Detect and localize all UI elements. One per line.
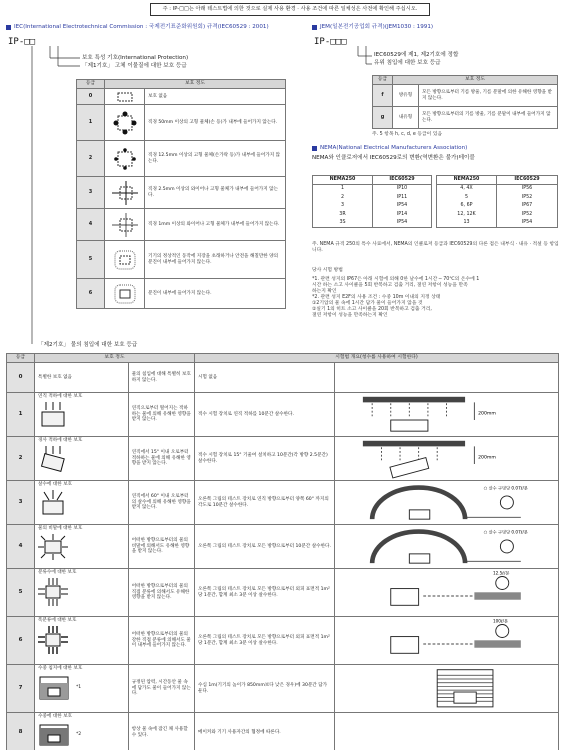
jem-bracket-lines [314, 46, 374, 70]
wire-1mm-icon [112, 213, 138, 237]
iec-line1: 보호 특성 기호(International Protection) [82, 55, 189, 61]
iec-cell: IP67 [497, 202, 558, 211]
test-cell: 오른쪽 그림의 테스트 장치로 모든 방향으로부터 외피 표면적 1m²당 1분간, 합계 최소 3분 이상 살수한다. [195, 569, 335, 617]
th-protection: 보호 정도 [35, 354, 195, 363]
table-row [313, 211, 432, 220]
th-protection: 보호 정도 [393, 76, 558, 85]
desc-cell: 연직에서 60° 이내 오로부터의 살수에 의해 유해한 영향을 받지 않는다. [128, 481, 194, 525]
test-cell: 오른쪽 그림의 테스트 장치로 모든 방향으로부터 10분간 살수한다. [195, 525, 335, 569]
protection-label: 연직 적하에 대한 보호 [38, 394, 83, 399]
protection-label: 수중에 대한 보호 [38, 714, 72, 719]
test-cell: 오른쪽 그림의 테스트 장치로 모든 방향으로부터 외피 표면적 1m²당 1분간, 합계 최소 3분 이상 살수한다. [195, 617, 335, 665]
protection-cell: 특별한 보호 없음 [35, 363, 129, 393]
nema-table-right [436, 175, 558, 228]
test-line: 하는지 확인 [312, 288, 337, 294]
nema-cell: 5 [437, 193, 497, 202]
wire-2-5mm-icon [112, 181, 138, 205]
table-row [373, 107, 558, 129]
table-row [7, 363, 559, 393]
vertical-drip-icon [38, 402, 68, 428]
powerful-jet-test-illustration [335, 618, 558, 663]
test-line: *2. 관련 성지 E2F의 사용 조건 : 수중 10m 이내의 지정 상태 [312, 294, 441, 300]
spray-label: ○ 살수 구멍당 0.07ℓ/분 [483, 529, 528, 535]
powerful-jet-icon [38, 626, 68, 654]
nema-subtitle: NEMA와 인클로저에서 IEC60529로의 변환(역변환은 불가)테이블 [312, 155, 475, 161]
table-row [437, 193, 558, 202]
iec-cell: IP14 [373, 211, 432, 220]
spray-label: ○ 살수 구멍당 0.07ℓ/분 [483, 485, 528, 491]
grade-cell: 7 [7, 665, 35, 713]
iec-cell: IP52 [497, 211, 558, 220]
jem-oil-table [372, 75, 558, 129]
nema-cell: 3 [313, 202, 373, 211]
table-row [313, 185, 432, 194]
test-line: 시간 하는 소고 사이클을 5회 반복하고 검출 거리, 절연 저항이 성능을 만족 [312, 282, 468, 288]
grade-cell: 0 [77, 89, 105, 105]
th-grade: 등급 [77, 80, 105, 89]
table-row [313, 193, 432, 202]
jem-title-text: JEM(일본전기공업회 규격)(JEM1030 : 1991) [320, 24, 434, 30]
table-row [77, 241, 286, 279]
th-iec60529: IEC60529 [373, 176, 432, 185]
test-line: 절연 저항이 성능을 만족하는지 확인 [312, 312, 388, 318]
iec-cell: IP52 [497, 193, 558, 202]
table-row [437, 219, 558, 228]
table-row [77, 279, 286, 309]
iec-section-title [6, 24, 269, 31]
grade-cell: 6 [77, 279, 105, 309]
jem-code: IP-□□□ [314, 37, 347, 47]
nema-cell: 3R [313, 211, 373, 220]
nema-cell: 2 [313, 193, 373, 202]
grade-cell: 5 [77, 241, 105, 279]
nema-cell: 1 [313, 185, 373, 194]
flow-label: 12.5ℓ/분 [492, 570, 510, 576]
footnote-mark: *2 [76, 731, 82, 737]
table-row [7, 481, 559, 525]
desc-cell: 규정된 압력, 시간동안 물 속에 담가도 물이 들어가지 않는다. [128, 665, 194, 713]
grade-cell: 6 [7, 617, 35, 665]
test-method-title: 당사 시험 방법 [312, 268, 343, 273]
nema-note: 주. NEMA 규격 250의 특수 사료에서, NEMA의 인클로저 등급과 IEC60529의 다른 점은 내부식 · 내유 · 적설 등 항입니다. [312, 242, 559, 253]
desc-cell: 물의 침입에 대해 특별히 보호하지 않는다. [128, 363, 194, 393]
desc-cell: 직경 2.5mm 이상의 와이어나 고형 물체가 내부에 들어가지 않는다. [145, 177, 286, 209]
square-bullet-icon [6, 25, 11, 30]
height-label: 200mm [478, 455, 496, 461]
test-cell: 수심 1m(기기의 높이가 850mm보다 낮은 경우)에 30분간 담가 둔다. [195, 665, 335, 713]
desc-cell: 연직으로부터 떨어지는 적하하는 물에 의해 유해한 영향을 받지 않는다. [128, 393, 194, 437]
table-row [7, 437, 559, 481]
test-cell: 메이커와 기기 사용자간의 협정에 따른다. [195, 713, 335, 750]
desc-cell: 모든 방향으로부터의 기름 방울, 기름 분말이 내부에 들어가지 않는다. [419, 107, 558, 129]
nema-table-left [312, 175, 432, 228]
iec-first-digit-table [76, 79, 286, 309]
table-row [313, 202, 432, 211]
jem-line2: 유위 침입에 대한 보호 등급 [374, 60, 441, 66]
test-cell: 적수 시험 장치로 15° 기울여 설치하고 10분간(각 방향 2.5분간)살수한다. [195, 437, 335, 481]
th-grade: 등급 [373, 76, 393, 85]
grade-cell: 0 [7, 363, 35, 393]
grade-cell: 4 [7, 525, 35, 569]
solid-object-50mm-icon [112, 111, 138, 135]
spray-arc-test-illustration [335, 482, 558, 523]
table-row [77, 177, 286, 209]
th-test-method: 시험법 개요(청수를 사용하여 시험한다) [195, 354, 559, 363]
notice-box [150, 3, 430, 16]
test-cell: 오른쪽 그림의 테스트 장치로 연직 방향으로부터 양쪽 60° 까지의 각도로 10분간 살수한다. [195, 481, 335, 525]
desc-cell: 보호 없음 [145, 89, 286, 105]
name-cell: 방유형 [393, 85, 419, 107]
grade-cell: 1 [7, 393, 35, 437]
nema-cell: 3S [313, 219, 373, 228]
desc-cell: 모든 방향으로부터 기름 방울, 기름 분말에 의한 유해한 영향을 받지 않는다. [419, 85, 558, 107]
square-bullet-icon [312, 25, 317, 30]
table-row [7, 665, 559, 713]
grade-cell: 2 [77, 141, 105, 177]
table-row [437, 211, 558, 220]
table-row [7, 617, 559, 665]
desc-cell: 항상 물 속에 잠긴 채 사용할 수 있다. [128, 713, 194, 750]
desc-cell: 연직에서 15° 이내 오로부터 적하하는 물에 의해 유해한 영향을 받지 않는다. [128, 437, 194, 481]
footnote-mark: *1 [76, 684, 82, 690]
protection-label: 경사 적하에 대한 보호 [38, 438, 83, 443]
splash-icon [38, 534, 68, 560]
table-row [77, 89, 286, 105]
th-protection: 보호 정도 [105, 80, 286, 89]
table-row [373, 85, 558, 107]
test-cell: 시험 없음 [195, 363, 335, 393]
grade-cell: 2 [7, 437, 35, 481]
test-cell: 적수 시험 장치로 연직 적하를 10분간 살수한다. [195, 393, 335, 437]
solid-object-12mm-icon [112, 147, 138, 171]
enclosure-icon [112, 91, 138, 103]
table-row [77, 209, 286, 241]
table-row [7, 525, 559, 569]
iec-cell: IP11 [373, 193, 432, 202]
desc-cell: 기기의 정상적인 동작에 지장을 초래하거나 안전을 해칠만한 양의 분진이 내부에 들어가지 않는다. [145, 241, 286, 279]
table-row [77, 141, 286, 177]
nema-cell: 6, 6P [437, 202, 497, 211]
nema-cell: 13 [437, 219, 497, 228]
immersion-icon [38, 675, 70, 701]
iec-cell: IP54 [497, 219, 558, 228]
spray-icon [38, 490, 68, 516]
protection-label: 살수에 대한 보호 [38, 482, 72, 487]
height-label: 200mm [478, 411, 496, 417]
nema-cell: 4, 4X [437, 185, 497, 194]
nema-cell: 12, 12K [437, 211, 497, 220]
grade-cell: g [373, 107, 393, 129]
th-nema250: NEMA250 [437, 176, 497, 185]
desc-cell: 어떠한 방향으로부터의 물의 비말에 의해서도 유해한 영향을 받지 않는다. [128, 525, 194, 569]
jem-section-title [312, 24, 433, 31]
protection-label: 수중 침지에 대한 보호 [38, 666, 83, 671]
grade-cell: 3 [7, 481, 35, 525]
dust-protected-icon [112, 248, 138, 272]
table-row [7, 569, 559, 617]
dust-tight-icon [112, 282, 138, 306]
table-row [77, 105, 286, 141]
notice-text: 주 : IP-□□는 아래 테스트법에 의한 것으로 실제 사용 환경 · 사용 조건에 따른 일체성은 사전에 확인해 주십시오. [162, 6, 418, 13]
iec-cell: IP56 [497, 185, 558, 194]
flow-label: 100ℓ/분 [492, 618, 509, 624]
table-row [7, 713, 559, 750]
iec-cell: IP54 [373, 202, 432, 211]
water-jet-icon [38, 578, 68, 606]
name-cell: 내유형 [393, 107, 419, 129]
desc-cell: 직경 50mm 이상의 고형 물체(손 등)가 내부에 들어가지 않는다. [145, 105, 286, 141]
jem-note: 주. 5 항목 h, c, d, e 등급이 있음 [372, 132, 443, 137]
desc-cell: 직경 12.5mm 이상의 고형 물체(손가락 등)가 내부에 들어가지 않는다. [145, 141, 286, 177]
tilted-drip-icon [38, 446, 68, 472]
grade-cell: 8 [7, 713, 35, 750]
jet-test-illustration [335, 570, 558, 615]
test-line: *1. 관련 성지의 IP67은 아래 시험에 의해 0한 날수에 1시간 ─ 70℃의 온수에 1 [312, 277, 480, 282]
tilted-drip-test-illustration [335, 438, 558, 479]
th-nema250: NEMA250 [313, 176, 373, 185]
grade-cell: 4 [77, 209, 105, 241]
th-iec60529: IEC60529 [497, 176, 558, 185]
test-line: ②실기 1의 히트 소고 사이클을 20회 반복하고 검출 거리, [312, 306, 432, 312]
grade-cell: 1 [77, 105, 105, 141]
test-method-lines [312, 277, 562, 319]
protection-label: 폭분류에 대한 보호 [38, 618, 77, 623]
desc-cell: 분진이 내부에 들어가지 않는다. [145, 279, 286, 309]
th-grade: 등급 [7, 354, 35, 363]
table-row [437, 185, 558, 194]
iec-cell: IP10 [373, 185, 432, 194]
desc-cell: 어떠한 방향으로부터의 물의 직접 분류에 의해서도 유해한 영향을 받지 않는다. [128, 569, 194, 617]
table-row [7, 393, 559, 437]
nema-title-text: NEMA(National Electrical Manufacturers Association) [320, 145, 468, 151]
second-digit-heading: 「제2기호」 물의 침입에 대한 보호 등급 [38, 342, 138, 348]
iec-title-text: IEC(International Electrotechnical Commission : 국제전기표준화위원회) 규격(IEC60529 : 2001) [14, 24, 269, 30]
grade-cell: 3 [77, 177, 105, 209]
iec-code: IP-□□ [8, 37, 36, 47]
protection-label: 물의 비말에 대한 보호 [38, 526, 83, 531]
jem-line1: IEC60529에 제1, 제2기호에 정합 [374, 52, 459, 58]
iec-line2: 「제1기호」 고체 이물질에 대한 보호 등급 [82, 63, 187, 69]
protection-label: 분류수에 대한 보호 [38, 570, 77, 575]
nema-section-title [312, 145, 467, 152]
iec-cell: IP54 [373, 219, 432, 228]
square-bullet-icon [312, 146, 317, 151]
table-row [313, 219, 432, 228]
second-digit-table [6, 353, 559, 750]
submersion-icon [38, 723, 70, 747]
grade-cell: 5 [7, 569, 35, 617]
drip-test-illustration [335, 394, 558, 435]
desc-cell: 어떠한 방향으로부터의 물의 강한 직접 분류에 의해서도 물이 내부에 들어가지 않는다. [128, 617, 194, 665]
test-line: ①2기압의 물 속에 1시간 담가 물이 들어가지 않을 것 [312, 300, 423, 306]
table-row [437, 202, 558, 211]
immersion-test-illustration [335, 666, 558, 711]
grade-cell: f [373, 85, 393, 107]
splash-arc-test-illustration [335, 526, 558, 567]
desc-cell: 직경 1mm 이상의 와이어나 고형 물체가 내부에 들어가지 않는다. [145, 209, 286, 241]
